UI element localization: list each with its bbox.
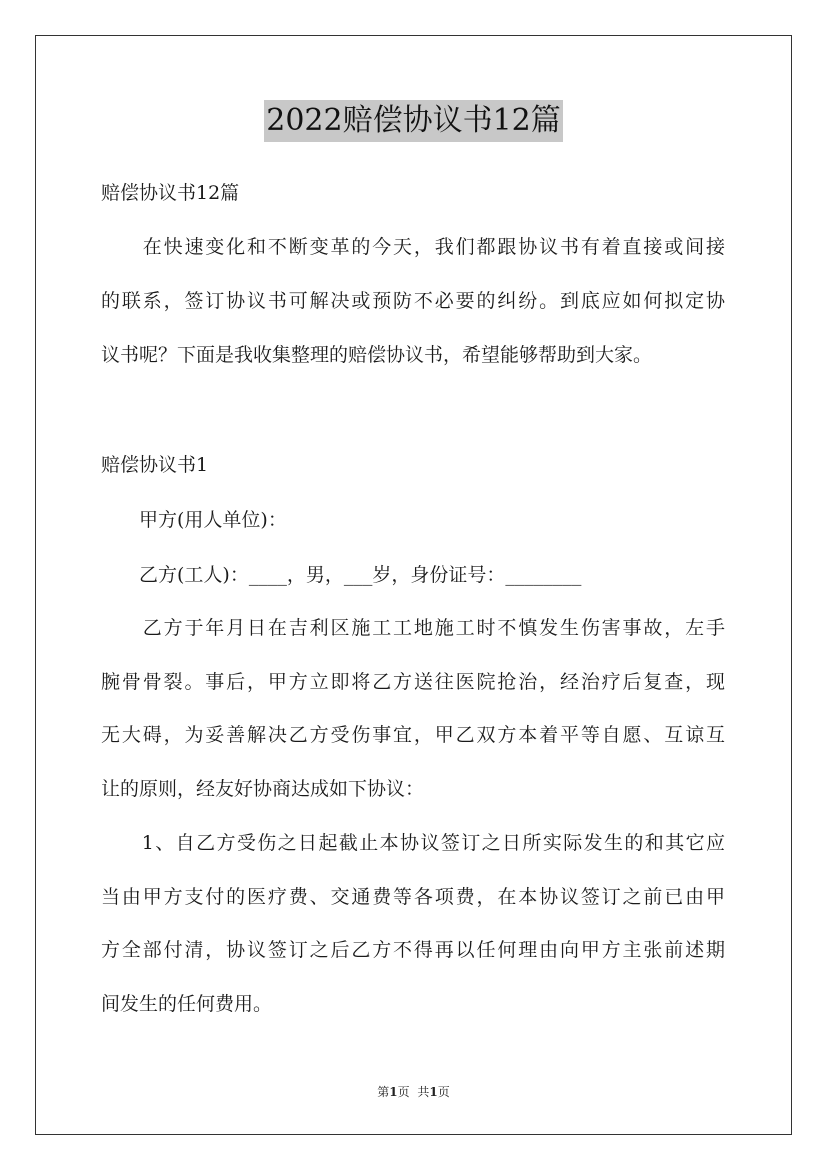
- para1-line-4: 让的原则，经友好协商达成如下协议：: [101, 778, 425, 800]
- para1-line-1: 乙方于年月日在吉利区施工工地施工时不慎发生伤害事故，左手: [101, 617, 725, 639]
- para2-line-1: 1、自乙方受伤之日起截止本协议签订之日所实际发生的和其它应: [101, 832, 725, 854]
- page-footer: [0, 1084, 827, 1100]
- section-heading: 赔偿协议书1: [101, 454, 209, 476]
- page-total-prefix: 共: [417, 1085, 430, 1099]
- page-number-total: 1: [429, 1085, 438, 1099]
- intro-line-2: 的联系，签订协议书可解决或预防不必要的纠纷。到底应如何拟定协: [101, 290, 725, 312]
- page-total-suffix: 页: [437, 1085, 450, 1099]
- page-number-suffix: 页: [397, 1085, 410, 1099]
- para2-line-4: 间发生的任何费用。: [101, 993, 273, 1015]
- party-a-line: 甲方(用人单位)：: [101, 509, 287, 531]
- intro-line-3: 议书呢？下面是我收集整理的赔偿协议书，希望能够帮助到大家。: [101, 344, 653, 366]
- party-b-line: 乙方(工人)：____，男，___岁，身份证号：________: [101, 564, 582, 586]
- para1-line-3: 无大碍，为妥善解决乙方受伤事宜，甲乙双方本着平等自愿、互谅互: [101, 724, 725, 746]
- para2-line-3: 方全部付清，协议签订之后乙方不得再以任何理由向甲方主张前述期: [101, 939, 725, 961]
- page-number-current: 1: [389, 1085, 398, 1099]
- para1-line-2: 腕骨骨裂。事后，甲方立即将乙方送往医院抢治，经治疗后复查，现: [101, 671, 725, 693]
- page-number-prefix: 第: [377, 1085, 390, 1099]
- title-container: [0, 100, 827, 142]
- intro-line-1: 在快速变化和不断变革的今天，我们都跟协议书有着直接或间接: [101, 236, 725, 258]
- document-title: 2022赔偿协议书12篇: [264, 100, 563, 142]
- para2-line-2: 当由甲方支付的医疗费、交通费等各项费，在本协议签订之前已由甲: [101, 886, 725, 908]
- document-subtitle: 赔偿协议书12篇: [101, 182, 240, 204]
